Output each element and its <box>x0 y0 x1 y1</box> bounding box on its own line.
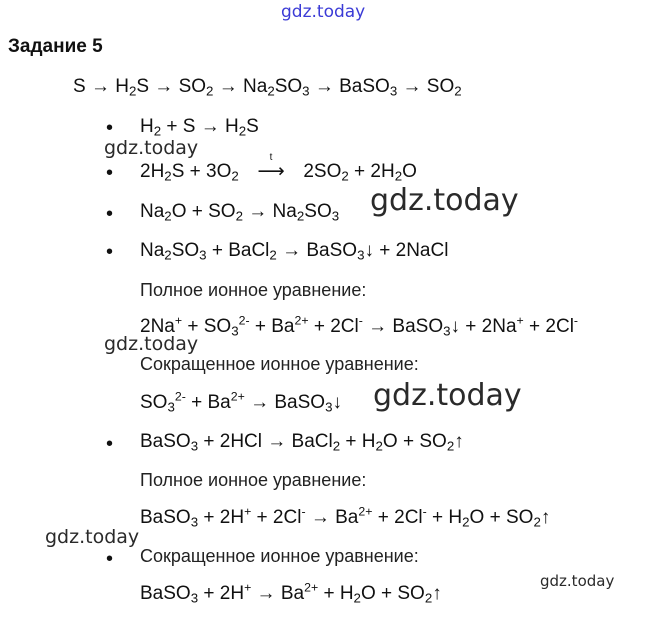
bullet-icon: • <box>106 433 114 455</box>
full-ionic-equation-5: BaSO$_3$ + $2H^+ + 2Cl^- \to Ba^{2+} + 2Cl^- + H_2O$ + $SO_2↑$ <box>140 504 551 530</box>
reaction-2: $2H_2S + 3O_2$ t ⟶ $2SO_2 + 2H_2O$ <box>140 152 417 184</box>
full-ionic-equation-4: $2Na^+ + SO_3^{2-} + Ba^{2+} + 2Cl^-$ → BaSO$_3$↓ + 2Na+ + 2Cl- <box>140 313 579 339</box>
heating-arrow: t ⟶ <box>257 152 285 182</box>
watermark: gdz.today <box>104 333 199 355</box>
bullet-icon: • <box>106 241 114 263</box>
reaction-1: $H_2 + S \to H_2S$ <box>140 116 259 139</box>
watermark: gdz.today <box>540 572 615 590</box>
watermark: gdz.today <box>45 526 140 548</box>
bullet-icon: • <box>106 203 114 225</box>
full-ionic-label: Полное ионное уравнение: <box>140 280 367 300</box>
transformation-chain: $S \to H_2S \to SO_2 \to Na_2SO_3$ → BaSO$_3$ → $SO_2$ <box>73 76 462 99</box>
watermark: gdz.today <box>370 183 519 218</box>
short-ionic-equation-5: BaSO$_3$ + $2H^+ \to Ba^{2+} + H_2O$ + $SO_2↑$ <box>140 580 442 606</box>
task-title: Задание 5 <box>8 36 103 57</box>
bullet-icon: • <box>106 548 114 570</box>
bullet-icon: • <box>106 117 114 139</box>
reaction-3: $Na_2O + SO_2 \to Na_2SO_3$ <box>140 201 340 224</box>
full-ionic-label: Полное ионное уравнение: <box>140 470 367 490</box>
watermark: gdz.today <box>373 378 522 413</box>
short-ionic-equation-4: $SO_3^{2-} + Ba^{2+}$ → BaSO$_3$↓ <box>140 389 342 415</box>
short-ionic-label: Сокращенное ионное уравнение: <box>140 546 419 566</box>
reaction-4: $Na_2SO_3$ + BaCl$_2$ → BaSO$_3$↓ + 2NaCl <box>140 240 449 263</box>
watermark: gdz.today <box>281 2 366 22</box>
short-ionic-label: Сокращенное ионное уравнение: <box>140 354 419 374</box>
reaction-5: BaSO$_3$ + 2HCl → BaCl$_2$ + $H_2O$ + $SO_2↑$ <box>140 431 464 454</box>
watermark: gdz.today <box>104 137 199 159</box>
bullet-icon: • <box>106 162 114 184</box>
